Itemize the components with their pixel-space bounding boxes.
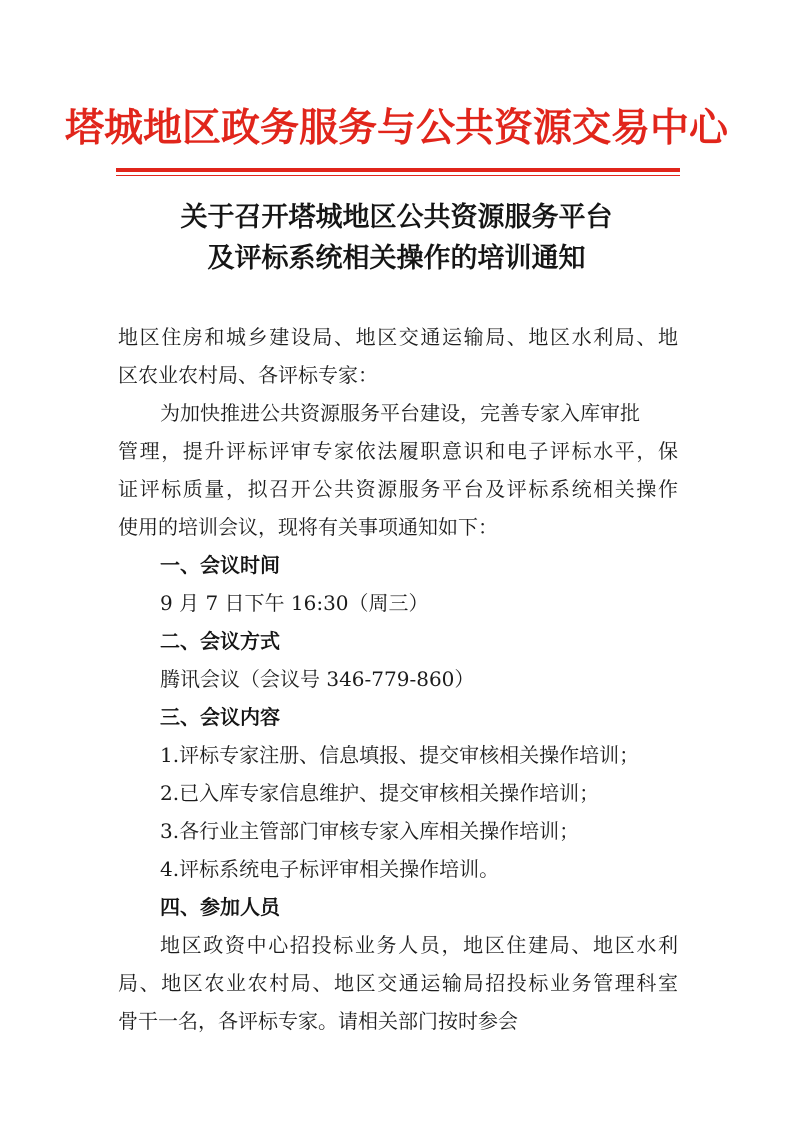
recipients-line-2: 区农业农村局、各评标专家： — [118, 363, 378, 387]
letterhead-rule-thin — [116, 175, 680, 176]
content-item-3: 3.各行业主管部门审核专家入库相关操作培训； — [160, 819, 580, 843]
recipients-line-1: 地区住房和城乡建设局、地区交通运输局、地区水利局、地 — [118, 325, 678, 349]
intro-line-3: 证评标质量，拟召开公共资源服务平台及评标系统相关操作 — [118, 477, 678, 501]
notice-title-line-2: 及评标系统相关操作的培训通知 — [207, 243, 586, 274]
org-letterhead: 塔城地区政务服务与公共资源交易中心 — [64, 106, 728, 151]
letterhead-rule-thick — [116, 168, 680, 172]
section-heading-method: 二、会议方式 — [160, 629, 280, 653]
content-item-4: 4.评标系统电子标评审相关操作培训。 — [160, 857, 500, 881]
meeting-time-text: 9 月 7 日下午 16:30（周三） — [160, 591, 429, 615]
intro-line-2: 管理，提升评标评审专家依法履职意识和电子评标水平，保 — [118, 439, 678, 463]
section-heading-content: 三、会议内容 — [160, 705, 280, 729]
participants-line-2: 局、地区农业农村局、地区交通运输局招投标业务管理科室 — [118, 971, 678, 995]
intro-line-1: 为加快推进公共资源服务平台建设，完善专家入库审批 — [160, 401, 640, 425]
intro-line-4: 使用的培训会议，现将有关事项通知如下： — [118, 515, 498, 539]
participants-line-3: 骨干一名，各评标专家。请相关部门按时参会 — [118, 1009, 518, 1033]
notice-title-line-1: 关于召开塔城地区公共资源服务平台 — [180, 202, 613, 233]
meeting-method-text: 腾讯会议（会议号 346-779-860） — [160, 667, 475, 691]
content-item-1: 1.评标专家注册、信息填报、提交审核相关操作培训； — [160, 743, 640, 767]
section-heading-participants: 四、参加人员 — [160, 895, 280, 919]
section-heading-time: 一、会议时间 — [160, 553, 280, 577]
participants-line-1: 地区政资中心招投标业务人员，地区住建局、地区水利 — [160, 933, 678, 957]
content-item-2: 2.已入库专家信息维护、提交审核相关操作培训； — [160, 781, 600, 805]
